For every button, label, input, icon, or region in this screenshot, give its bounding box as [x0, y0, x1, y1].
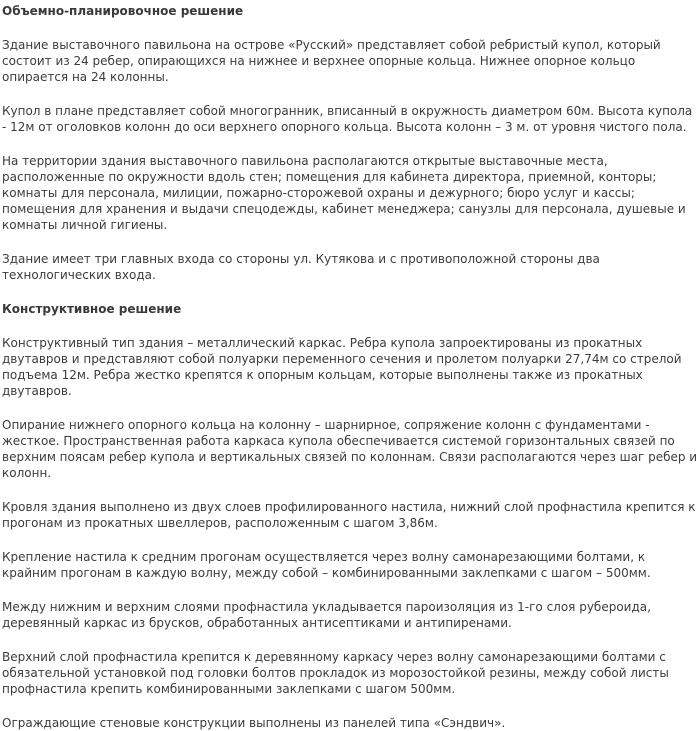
paragraph: На территории здания выставочного павильона располагаются открытые выставочные места, расположенные по окружности вдоль стен; помещения для кабинета директора, приемной, конторы; комнаты для персонала, милиции, пожарно-сторожевой охраны и дежурного; бюро услуг и кассы; помещения для хранения и выдачи спецодежды, кабинет менеджера; санузлы для персонала, душевые и комнаты личной гигиены. — [2, 154, 686, 232]
paragraph: Крепление настила к средним прогонам осуществляется через волну самонарезающими болтами, к крайним прогонам в каждую волну, между собой – комбинированными заклепками с шагом – 500мм. — [2, 550, 651, 580]
paragraph: Опирание нижнего опорного кольца на колонну – шарнирное, сопряжение колонн с фундаментами - жесткое. Пространственная работа каркаса купола обеспечивается системой горизонтальных связей по верхним поясам ребер купола и вертикальных связей по колоннам. Связи располагаются через шаг ребер и колонн. — [2, 418, 698, 480]
paragraph: Здание имеет три главных входа со стороны ул. Кутякова и с противоположной стороны два технологических входа. — [2, 252, 600, 282]
paragraph: Кровля здания выполнено из двух слоев профилированного настила, нижний слой профнастила крепится к прогонам из прокатных швеллеров, расположенным с шагом 3,86м. — [2, 500, 696, 530]
paragraph: Между нижним и верхним слоями профнастила укладывается пароизоляция из 1-го слоя рубероида, деревянный каркас из брусков, обработанных антисептиками и антипиренами. — [2, 600, 651, 630]
paragraph: Здание выставочного павильона на острове «Русский» представляет собой ребристый купол, который состоит из 24 ребер, опирающихся на нижнее и верхнее опорные кольца. Нижнее опорное кольцо опирается на 24 колонны. — [2, 38, 661, 84]
paragraph: Конструктивный тип здания – металлический каркас. Ребра купола запроектированы из прокатных двутавров и представляют собой полуарки переменного сечения и пролетом полуарки 27,74м со стрелой подъема 12м. Ребра жестко крепятся к опорным кольцам, которые выполнены также из прокатных двутавров. — [2, 336, 682, 398]
heading-structural-solution: Конструктивное решение — [2, 302, 182, 316]
paragraph: Купол в плане представляет собой многогранник, вписанный в окружность диаметром 60м. Высота купола - 12м от оголовков колонн до оси верхнего опорного кольца. Высота колонн – 3 м. от уровня чистого пола. — [2, 104, 693, 134]
heading-space-planning: Объемно-планировочное решение — [2, 4, 244, 18]
paragraph: Верхний слой профнастила крепится к деревянному каркасу через волну самонарезающими болтами с обязательной установкой под головки болтов прокладок из морозостойкой резины, между собой листы профнастила крепить комбинированными заклепками с шагом 500мм. — [2, 650, 669, 696]
paragraph: Ограждающие стеновые конструкции выполнены из панелей типа «Сэндвич». — [2, 716, 506, 730]
